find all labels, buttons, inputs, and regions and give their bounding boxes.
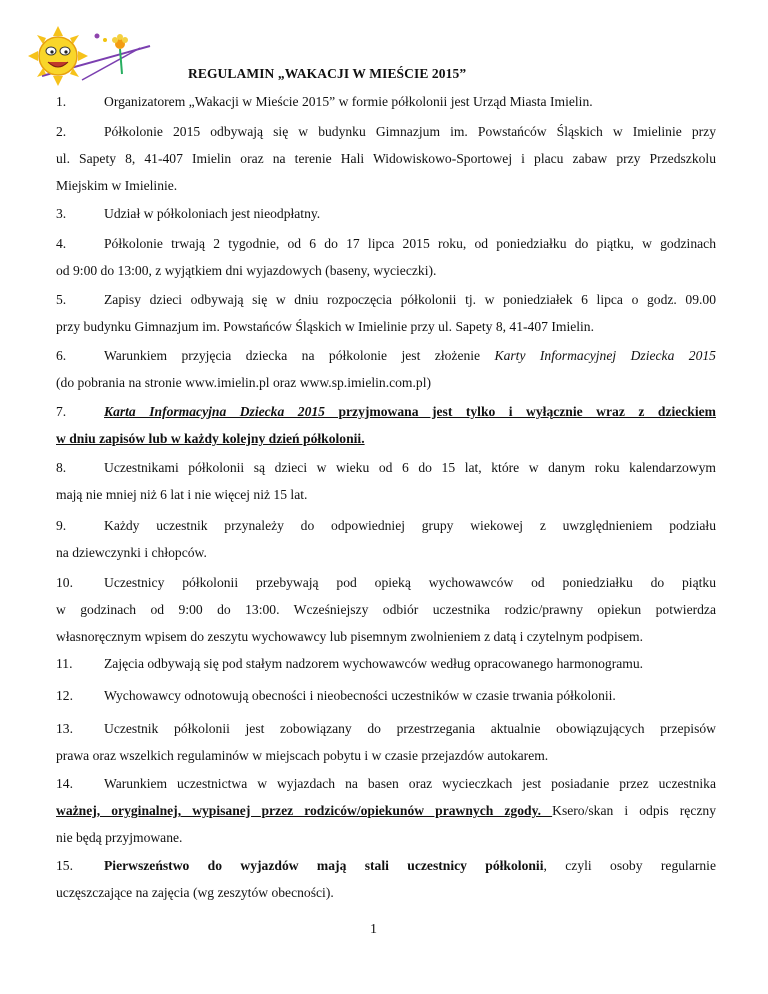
rule-item-2 — [56, 118, 716, 199]
rule-text-line: ul. Sapety 8, 41-407 Imielin oraz na terenie Hali Widowiskowo-Sportowej i placu zabaw przy Przedszkolu — [56, 151, 716, 166]
rule-number: 1. — [56, 94, 67, 109]
rule-number: 4. — [56, 236, 67, 251]
rule-text-line: Półkolonie 2015 odbywają się w budynku Gimnazjum im. Powstańców Śląskich w Imielinie przy — [104, 124, 716, 139]
rule-text-line — [56, 398, 716, 425]
rule-text-line — [56, 342, 716, 369]
rule-number: 10. — [56, 575, 73, 590]
rule-item-3 — [56, 200, 716, 227]
rule-text-line: uczęszczające na zajęcia (wg zeszytów obecności). — [56, 885, 334, 900]
rule-item-5 — [56, 286, 716, 340]
rule-text-line: od 9:00 do 13:00, z wyjątkiem dni wyjazdowych (baseny, wycieczki). — [56, 263, 437, 278]
rule-number: 5. — [56, 292, 67, 307]
rule-number: 9. — [56, 518, 67, 533]
document-title: REGULAMIN „WAKACJI W MIEŚCIE 2015” — [188, 66, 467, 81]
card-name-bold-italic: Karta Informacyjna Dziecka 2015 — [104, 404, 325, 419]
rule-number: 6. — [56, 348, 67, 363]
rule-number: 11. — [56, 656, 73, 671]
rule-text-line — [56, 797, 716, 824]
rule-item-11 — [56, 650, 716, 677]
rule-text-segment: Warunkiem przyjęcia dziecka na półkolonie jest złożenie — [104, 348, 495, 363]
rule-item-9 — [56, 512, 716, 566]
rule-text-line: Uczestnikami półkolonii są dzieci w wieku od 6 do 15 lat, które w danym roku kalendarzowym — [104, 460, 716, 475]
rule-text: Udział w półkoloniach jest nieodpłatny. — [104, 206, 321, 221]
rule-text-line: nie będą przyjmowane. — [56, 830, 183, 845]
rule-item-7 — [56, 398, 716, 452]
rule-number: 12. — [56, 688, 73, 703]
rule-text-line: prawa oraz wszelkich regulaminów w miejscach pobytu i w czasie przejazdów autokarem. — [56, 748, 549, 763]
rule-text-line: Zapisy dzieci odbywają się w dniu rozpoczęcia półkolonii tj. w poniedziałek 6 lipca o godz. 09.00 — [104, 292, 716, 307]
rule-text-line: na dziewczynki i chłopców. — [56, 545, 207, 560]
rule-text: Organizatorem „Wakacji w Mieście 2015” w formie półkolonii jest Urząd Miasta Imielin. — [104, 94, 593, 109]
rule-text-segment: Ksero/skan i odpis ręczny — [552, 803, 717, 818]
rule-text-segment: , czyli osoby regularnie — [543, 858, 716, 873]
rule-text-line: przy budynku Gimnazjum im. Powstańców Śląskich w Imielinie przy ul. Sapety 8, 41-407 Imielin. — [56, 319, 595, 334]
rule-text-line: własnoręcznym wpisem do zeszytu wychowawcy lub pisemnym zwolnieniem z datą i czytelnym podpisem. — [56, 629, 644, 644]
rule-number: 3. — [56, 206, 67, 221]
rule-item-6 — [56, 342, 716, 396]
rule-text-line: w dniu zapisów lub w każdy kolejny dzień półkolonii. — [56, 431, 365, 446]
priority-bold: Pierwszeństwo do wyjazdów mają stali uczestnicy półkolonii — [104, 858, 544, 873]
rule-text-line — [56, 852, 716, 879]
rule-number: 2. — [56, 124, 67, 139]
rule-text-line: Warunkiem uczestnictwa w wyjazdach na basen oraz wycieczkach jest posiadanie przez uczestnika — [104, 776, 716, 791]
card-name-italic: Karty Informacyjnej Dziecka 2015 — [494, 348, 716, 363]
rule-text-line: Uczestnicy półkolonii przebywają pod opieką wychowawców od poniedziałku do piątku — [104, 575, 716, 590]
rule-text: Wychowawcy odnotowują obecności i nieobecności uczestników w czasie trwania półkolonii. — [104, 688, 616, 703]
rule-text-line: Miejskim w Imielinie. — [56, 178, 178, 193]
rule-number: 8. — [56, 460, 67, 475]
rule-item-8 — [56, 454, 716, 508]
rule-text-line: mają nie mniej niż 6 lat i nie więcej niż 15 lat. — [56, 487, 308, 502]
rule-item-14 — [56, 770, 716, 851]
rule-text-segment: przyjmowana jest tylko i wyłącznie wraz z dzieckiem — [324, 404, 716, 419]
rule-text-line: (do pobrania na stronie www.imielin.pl oraz www.sp.imielin.com.pl) — [56, 375, 432, 390]
rule-text-line: Uczestnik półkolonii jest zobowiązany do przestrzegania aktualnie obowiązujących przepisów — [104, 721, 716, 736]
rule-item-10 — [56, 569, 716, 650]
page-number: 1 — [370, 922, 377, 937]
rule-item-15 — [56, 852, 716, 906]
rule-item-4 — [56, 230, 716, 284]
sun-logo — [22, 18, 162, 88]
rule-text: Zajęcia odbywają się pod stałym nadzorem wychowawców według opracowanego harmonogramu. — [104, 656, 644, 671]
rule-item-13 — [56, 715, 716, 769]
rule-text-line: w godzinach od 9:00 do 13:00. Wcześniejszy odbiór uczestnika rodzic/prawny opiekun potwierdza — [56, 602, 716, 617]
consent-requirement-bold: ważnej, oryginalnej, wypisanej przez rodziców/opiekunów prawnych zgody. — [56, 803, 553, 818]
rule-number: 15. — [56, 858, 73, 873]
rule-text-line: Każdy uczestnik przynależy do odpowiedniej grupy wiekowej z uwzględnieniem podziału — [104, 518, 716, 533]
rule-text-line: Półkolonie trwają 2 tygodnie, od 6 do 17 lipca 2015 roku, od poniedziałku do piątku, w godzinach — [104, 236, 716, 251]
rule-number: 13. — [56, 721, 73, 736]
rule-number: 7. — [56, 404, 67, 419]
rule-item-1 — [56, 88, 716, 115]
rule-item-12 — [56, 682, 716, 709]
rule-number: 14. — [56, 776, 73, 791]
